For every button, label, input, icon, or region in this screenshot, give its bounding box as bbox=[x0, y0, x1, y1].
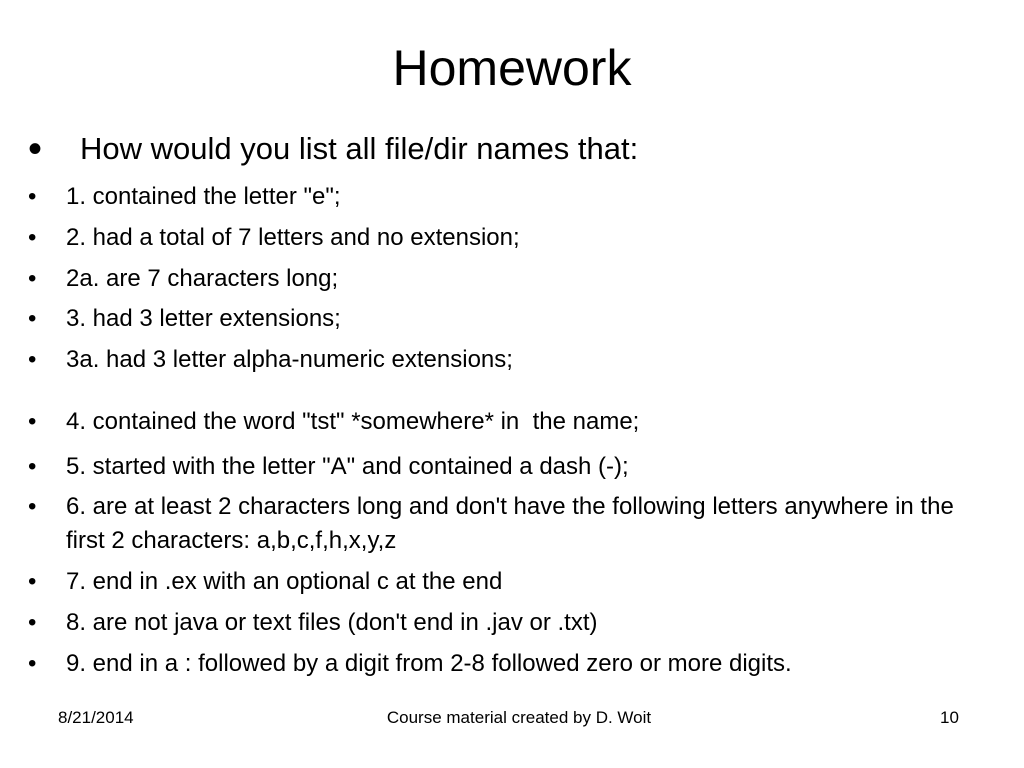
list-item bbox=[28, 565, 978, 599]
bullet-icon: • bbox=[28, 305, 37, 332]
list-item bbox=[28, 405, 978, 439]
bullet-icon: • bbox=[28, 453, 37, 480]
bullet-icon: • bbox=[28, 183, 37, 210]
list-item bbox=[28, 302, 978, 336]
list-item-text: 4. contained the word "tst" *somewhere* in the name; bbox=[66, 408, 640, 435]
bullet-icon: • bbox=[28, 346, 37, 373]
bullet-icon: • bbox=[28, 568, 37, 595]
list-item-text: 3. had 3 letter extensions; bbox=[66, 305, 341, 332]
list-item-text: 2a. are 7 characters long; bbox=[66, 265, 339, 292]
list-item-text: 6. are at least 2 characters long and don't have the following letters anywhere in the first 2 characters: a,b,c,f,h,x,y,z bbox=[66, 493, 954, 554]
page-number: 10 bbox=[940, 708, 959, 727]
bullet-icon: • bbox=[28, 493, 37, 520]
list-item bbox=[28, 180, 978, 214]
list-item-text: 3a. had 3 letter alpha-numeric extensions; bbox=[66, 346, 513, 373]
bullet-icon: • bbox=[28, 650, 37, 677]
bullet-icon: • bbox=[28, 408, 37, 435]
list-item bbox=[28, 490, 978, 558]
intro-text: How would you list all file/dir names that: bbox=[80, 131, 639, 166]
list-item bbox=[28, 647, 978, 681]
list-item-text: 8. are not java or text files (don't end in .jav or .txt) bbox=[66, 609, 598, 636]
bullet-icon: • bbox=[28, 609, 37, 636]
list-item-text: 5. started with the letter "A" and contained a dash (-); bbox=[66, 453, 629, 480]
list-item-text: 1. contained the letter "e"; bbox=[66, 183, 341, 210]
list-item bbox=[28, 606, 978, 640]
list-item bbox=[28, 450, 978, 484]
list-item bbox=[28, 262, 978, 296]
bullet-icon: • bbox=[28, 224, 37, 251]
list-item bbox=[28, 343, 978, 377]
list-item-text: 9. end in a : followed by a digit from 2-8 followed zero or more digits. bbox=[66, 650, 792, 677]
bullet-icon: • bbox=[28, 265, 37, 292]
list-item bbox=[28, 221, 978, 255]
footer-date: 8/21/2014 bbox=[58, 708, 134, 727]
bullet-icon: • bbox=[28, 127, 43, 171]
list-item-text: 7. end in .ex with an optional c at the end bbox=[66, 568, 503, 595]
slide-title: Homework bbox=[392, 40, 632, 96]
footer-credit: Course material created by D. Woit bbox=[386, 708, 652, 727]
list-item-text: 2. had a total of 7 letters and no extension; bbox=[66, 224, 520, 251]
